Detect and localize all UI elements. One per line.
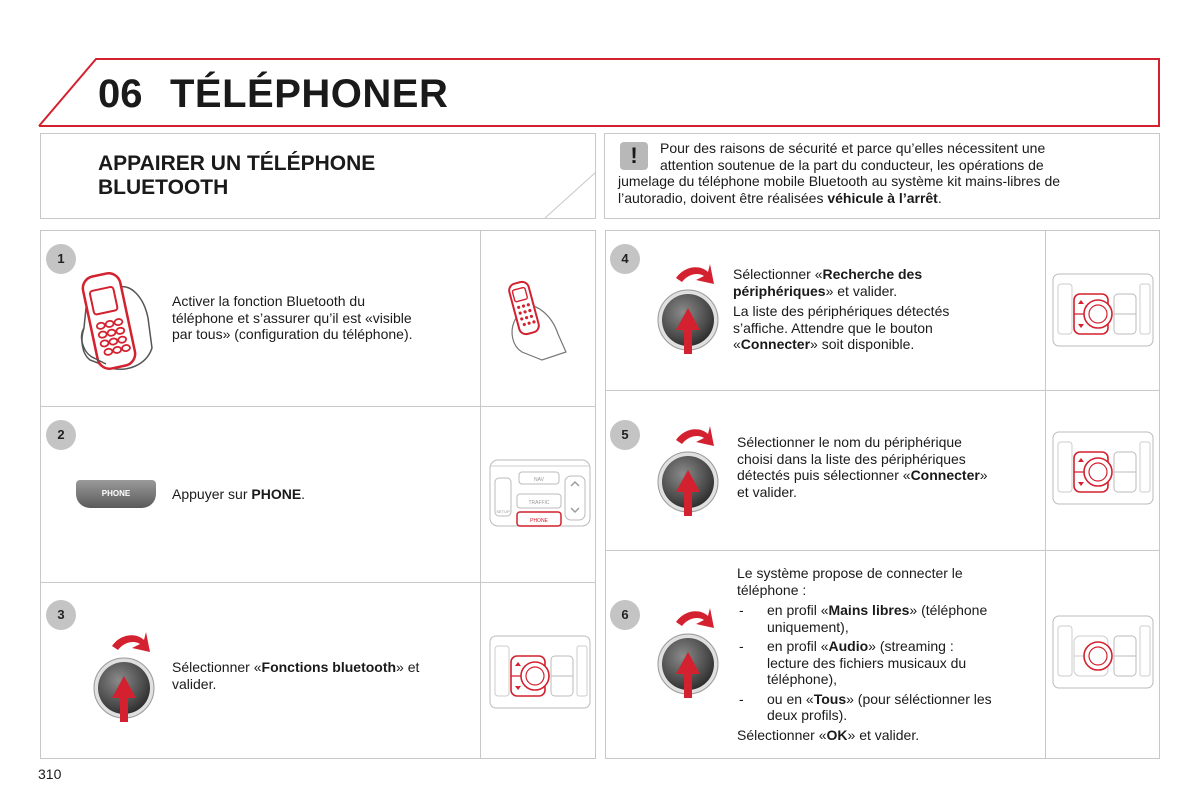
step-5-line: et valider. bbox=[737, 483, 797, 500]
rotary-knob-icon bbox=[92, 624, 156, 732]
section-title-line2: BLUETOOTH bbox=[98, 176, 229, 199]
option-line: ou en « bbox=[767, 690, 814, 707]
step-1-line: par tous» (configuration du téléphone). bbox=[172, 326, 413, 342]
step-5-line: choisi dans la liste des périphériques bbox=[737, 450, 966, 467]
option-line-end: » (streaming : bbox=[868, 638, 954, 654]
radio-panel-icon bbox=[1052, 612, 1154, 692]
warning-text bbox=[618, 140, 1128, 206]
step-4-line: » et valider. bbox=[825, 282, 898, 299]
section-title-corner bbox=[540, 170, 600, 220]
step-2-number: 2 bbox=[46, 420, 76, 450]
step-4-emphasis: Recherche des bbox=[822, 266, 923, 282]
rotary-knob-icon bbox=[656, 418, 720, 526]
option-item bbox=[737, 638, 1047, 688]
step-2-emphasis: PHONE bbox=[251, 486, 302, 502]
phone-button[interactable]: PHONE bbox=[76, 480, 156, 508]
section-title bbox=[98, 152, 478, 200]
warning-line2: attention soutenue de la part du conducteur, les opérations de bbox=[660, 156, 1044, 173]
step-1-number: 1 bbox=[46, 244, 76, 274]
option-emphasis: Tous bbox=[813, 690, 847, 707]
step-4-number: 4 bbox=[610, 244, 640, 274]
step-5-line: détectés puis sélectionner « bbox=[737, 467, 911, 483]
warning-icon: ! bbox=[620, 142, 648, 170]
step-4-line: La liste des périphériques détectés bbox=[733, 303, 950, 319]
step-4-emphasis: périphériques bbox=[733, 282, 826, 299]
radio-panel-icon bbox=[489, 632, 591, 712]
step-1-text bbox=[172, 293, 472, 343]
step-3-text bbox=[172, 659, 472, 692]
warning-emphasis: véhicule à l’arrêt bbox=[827, 189, 938, 206]
phone-in-hand-icon bbox=[76, 268, 156, 376]
step-4-emphasis: Connecter bbox=[740, 336, 811, 352]
rotary-knob-drawing bbox=[92, 624, 156, 732]
radio-panel-drawing bbox=[1052, 270, 1154, 350]
option-item bbox=[737, 691, 1047, 724]
chapter-title: TÉLÉPHONER bbox=[170, 72, 449, 116]
step-3-line: Sélectionner « bbox=[172, 659, 262, 675]
option-emphasis: Audio bbox=[828, 638, 869, 654]
step-2-line: Appuyer sur bbox=[172, 486, 252, 502]
warning-line1: Pour des raisons de sécurité et parce qu’elles nécessitent une bbox=[660, 140, 1046, 156]
warning-line4-end: . bbox=[937, 189, 942, 206]
radio-panel-icon bbox=[1052, 270, 1154, 350]
radio-panel-drawing bbox=[1052, 428, 1154, 508]
option-line: lecture des fichiers musicaux du bbox=[767, 654, 967, 671]
step-5-emphasis: Connecter bbox=[910, 467, 980, 483]
radio-panel-drawing bbox=[489, 632, 591, 712]
step-5-line: Sélectionner le nom du périphérique bbox=[737, 434, 962, 450]
step-4-line: Sélectionner « bbox=[733, 266, 823, 282]
divider bbox=[40, 582, 596, 583]
radio-panel-drawing bbox=[489, 450, 591, 536]
option-line: uniquement), bbox=[767, 618, 849, 635]
rotary-knob-drawing bbox=[656, 418, 720, 526]
step-5-text bbox=[737, 434, 1037, 500]
divider bbox=[605, 550, 1160, 551]
step-6-line-end: » et valider. bbox=[847, 726, 920, 743]
rotary-knob-icon bbox=[656, 256, 720, 364]
rotary-knob-drawing bbox=[656, 256, 720, 364]
step-6-line: Le système propose de connecter le bbox=[737, 565, 963, 581]
step-4-line: « bbox=[733, 336, 741, 352]
divider bbox=[605, 390, 1160, 391]
step-6-line: Sélectionner « bbox=[737, 726, 827, 743]
option-line: deux profils). bbox=[767, 707, 848, 723]
step-6-options bbox=[737, 602, 1047, 724]
option-item bbox=[737, 602, 1047, 635]
step-3-number: 3 bbox=[46, 600, 76, 630]
panel-phone-label: PHONE bbox=[530, 518, 548, 524]
warning-line4: l’autoradio, doivent être réalisées bbox=[618, 189, 828, 206]
chapter-number: 06 bbox=[98, 72, 143, 116]
option-line: téléphone), bbox=[767, 671, 838, 687]
divider bbox=[40, 406, 596, 407]
panel-nav-label: NAV bbox=[534, 477, 544, 483]
step-1-line: téléphone et s’assurer qu’il est «visible bbox=[172, 309, 412, 326]
page-number: 310 bbox=[38, 766, 62, 782]
radio-panel-icon bbox=[1052, 428, 1154, 508]
option-line: en profil « bbox=[767, 638, 829, 654]
step-1-line: Activer la fonction Bluetooth du bbox=[172, 293, 366, 309]
step-3-line: valider. bbox=[172, 675, 217, 692]
rotary-knob-drawing bbox=[656, 600, 720, 708]
warning-line3: jumelage du téléphone mobile Bluetooth au système kit mains-libres de bbox=[618, 173, 1061, 189]
step-5-number: 5 bbox=[610, 420, 640, 450]
step-6-text bbox=[737, 565, 1047, 743]
step-3-emphasis: Fonctions bluetooth bbox=[261, 659, 397, 675]
panel-traffic-label: TRAFFIC bbox=[528, 500, 550, 506]
step-2-text bbox=[172, 486, 472, 503]
section-title-line1: APPAIRER UN TÉLÉPHONE bbox=[98, 152, 376, 175]
step-3-line-end: » et bbox=[396, 659, 420, 675]
step-4-line-end: » soit disponible. bbox=[810, 336, 915, 352]
step-6-number: 6 bbox=[610, 600, 640, 630]
rotary-knob-icon bbox=[656, 600, 720, 708]
phone-in-hand-icon bbox=[502, 276, 572, 366]
option-emphasis: Mains libres bbox=[828, 602, 910, 618]
step-4-line: s’affiche. Attendre que le bouton bbox=[733, 319, 933, 336]
panel-setup-label: SETUP bbox=[496, 509, 510, 514]
divider bbox=[480, 230, 481, 759]
step-6-emphasis: OK bbox=[826, 726, 848, 743]
step-4-text bbox=[733, 266, 1033, 353]
radio-panel-icon bbox=[489, 450, 591, 536]
step-5-line-end: » bbox=[979, 467, 988, 483]
step-6-line: téléphone : bbox=[737, 581, 807, 598]
option-line-end: » (téléphone bbox=[909, 602, 988, 618]
radio-panel-drawing bbox=[1052, 612, 1154, 692]
step-2-line-end: . bbox=[301, 486, 306, 502]
option-line-end: » (pour séléctionner les bbox=[846, 690, 992, 707]
option-line: en profil « bbox=[767, 602, 829, 618]
